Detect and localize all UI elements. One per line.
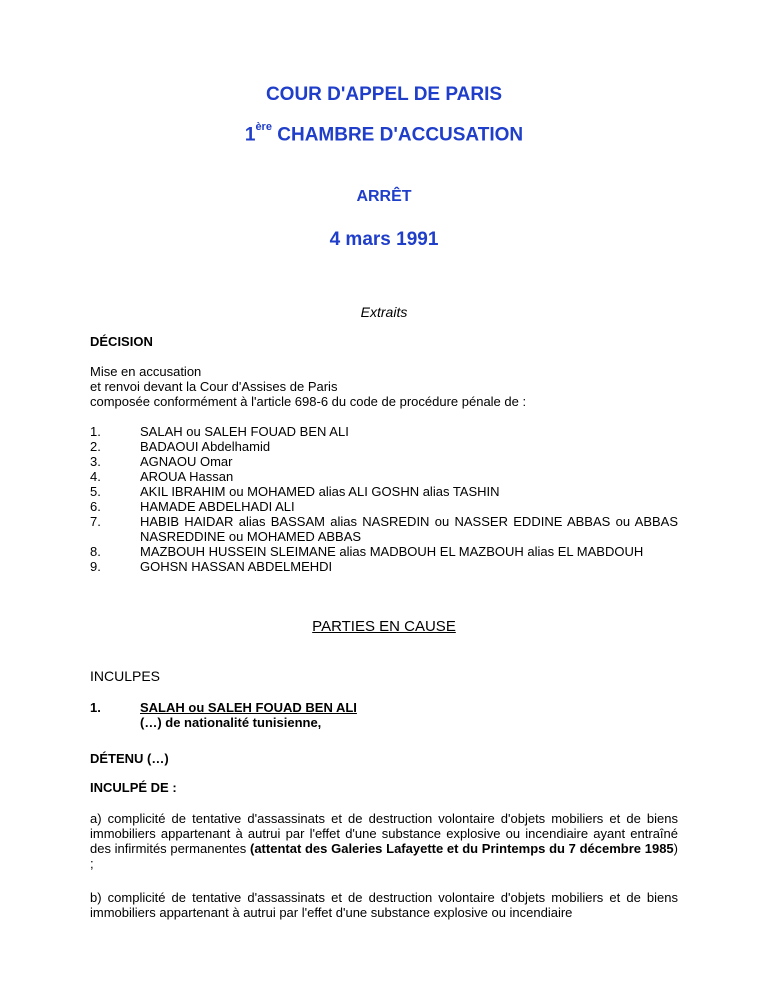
detenu-label: DÉTENU (…) [90, 751, 169, 766]
arret-title: ARRÊT [356, 188, 412, 205]
accused-item [90, 499, 678, 514]
extraits-label: Extraits [360, 304, 408, 320]
accused-item [90, 484, 678, 499]
item-number: 5. [90, 484, 101, 499]
inculpe-entry [90, 700, 678, 730]
item-number: 2. [90, 439, 101, 454]
charge-a-bold: (attentat des Galeries Lafayette et du Printemps du 7 décembre 1985 [250, 841, 674, 856]
accused-item [90, 439, 678, 454]
charge-a-end: ) ; [90, 841, 679, 871]
chamber-name: CHAMBRE D'ACCUSATION [271, 124, 524, 146]
accused-name: HABIB HAIDAR alias BASSAM alias NASREDIN ou NASSER EDDINE ABBAS ou ABBAS NASREDDINE ou MOHAMED ABBAS [140, 514, 678, 544]
accused-name: AROUA Hassan [140, 469, 234, 484]
item-number: 6. [90, 499, 101, 514]
accused-name: HAMADE ABDELHADI ALI [140, 499, 295, 514]
item-number: 1. [90, 424, 101, 439]
accused-name: BADAOUI Abdelhamid [140, 439, 271, 454]
parties-heading: PARTIES EN CAUSE [312, 618, 456, 635]
accused-item [90, 514, 678, 544]
accused-list [90, 424, 678, 574]
item-number: 4. [90, 469, 101, 484]
accused-name: SALAH ou SALEH FOUAD BEN ALI [140, 424, 349, 439]
charge-a-text: a) complicité de tentative d'assassinats et de destruction volontaire d'objets mobiliers et de biens immobiliers appartenant à autrui par l'effet d'une substance explosive ou incendiaire ayant entraîné des infirmités permanentes [90, 811, 678, 856]
charge-paragraph-a [90, 811, 678, 871]
item-number: 3. [90, 454, 101, 469]
inculpe-nationality: (…) de nationalité tunisienne, [140, 715, 322, 730]
accused-item [90, 424, 678, 439]
inculpe-number: 1. [90, 700, 101, 715]
inculpe-name: SALAH ou SALEH FOUAD BEN ALI [140, 700, 357, 715]
chamber-superscript: ère [255, 121, 272, 133]
judgment-date: 4 mars 1991 [329, 229, 439, 250]
chamber-title [90, 121, 678, 146]
accused-item [90, 469, 678, 484]
chamber-number: 1 [244, 124, 256, 146]
accused-name: AGNAOU Omar [140, 454, 233, 469]
intro-line: composée conformément à l'article 698-6 du code de procédure pénale de : [90, 394, 527, 409]
accused-name: AKIL IBRAHIM ou MOHAMED alias ALI GOSHN alias TASHIN [140, 484, 500, 499]
intro-line: et renvoi devant la Cour d'Assises de Paris [90, 379, 338, 394]
charge-paragraph-b: b) complicité de tentative d'assassinats et de destruction volontaire d'objets mobiliers et de biens immobiliers appartenant à autrui par l'effet d'une substance explosive ou incendiaire [90, 890, 678, 920]
accused-item [90, 454, 678, 469]
inculpe-de-label: INCULPÉ DE : [90, 780, 177, 795]
decision-intro [90, 364, 678, 409]
item-number: 7. [90, 514, 101, 529]
inculpes-label: INCULPES [90, 668, 161, 684]
item-number: 8. [90, 544, 101, 559]
court-title: COUR D'APPEL DE PARIS [265, 84, 503, 105]
accused-item [90, 559, 678, 574]
item-number: 9. [90, 559, 101, 574]
intro-line: Mise en accusation [90, 364, 202, 379]
accused-name: GOHSN HASSAN ABDELMEHDI [140, 559, 333, 574]
inculpe-details [140, 700, 357, 730]
accused-item [90, 544, 678, 559]
decision-heading: DÉCISION [90, 334, 153, 349]
accused-name: MAZBOUH HUSSEIN SLEIMANE alias MADBOUH EL MAZBOUH alias EL MABDOUH [140, 544, 644, 559]
